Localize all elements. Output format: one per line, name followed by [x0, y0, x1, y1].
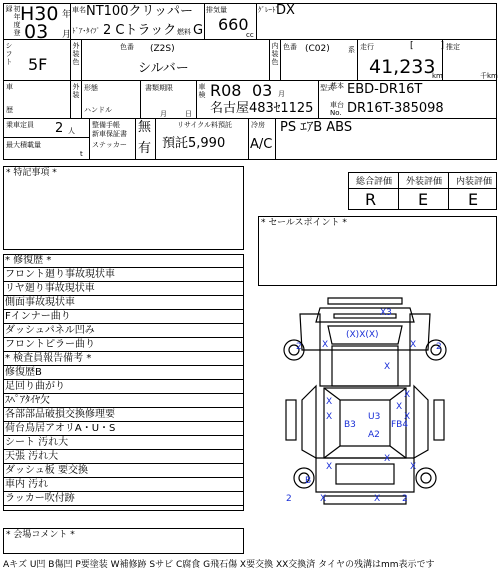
left-bed-side: [302, 386, 316, 458]
kei-label: 系: [348, 46, 355, 54]
recycle-label: リサイクル料預託: [177, 121, 233, 129]
mark-b3: B3: [344, 420, 356, 430]
int-color-code: (C02): [305, 44, 330, 54]
mark-2-fl: 2: [296, 342, 302, 352]
month-unit: 月: [62, 30, 72, 40]
mark-x-br: X: [374, 494, 381, 504]
rireki-label: 歴: [6, 106, 13, 114]
cab-front: [316, 308, 414, 322]
shosyorui-day: 日: [185, 110, 192, 118]
mark-xx-front: (X)X(X): [346, 330, 379, 340]
carname: NT100クリッパー: [86, 4, 193, 19]
exterior-label-r3: 外装: [72, 83, 80, 99]
tokki-box: [3, 166, 244, 250]
year-unit: 年: [62, 10, 72, 20]
history-item: リヤ廻り事故現状車: [3, 282, 243, 296]
estimate-label: 推定: [446, 43, 460, 51]
mileage-value: 41,233: [369, 56, 436, 78]
history-item: ダッシュパネル凹み: [3, 324, 243, 338]
mark-u3: U3: [368, 412, 381, 422]
overall-grade: R: [365, 190, 377, 209]
report-item: 足回り曲がり: [3, 380, 243, 394]
color-code-label: 色番: [120, 43, 134, 51]
report-item: 修復歴B: [3, 366, 243, 380]
report-item: 各部部品破損交換修理要: [3, 408, 243, 422]
shaken-month: 03: [252, 81, 273, 100]
type-label: 型式: [320, 84, 334, 92]
plate-number: 名古屋483ｾ1125: [210, 101, 314, 116]
shift-value: 5F: [28, 55, 48, 74]
exterior-grade: E: [418, 190, 429, 209]
displacement: 660: [218, 15, 249, 34]
mark-x-l1: X: [322, 340, 329, 350]
mark-fb4: FB4: [391, 420, 409, 430]
km-unit: km: [432, 72, 443, 80]
seibi-value: 無: [138, 120, 152, 135]
color-code: (Z2S): [150, 44, 175, 54]
shaken-month-unit: 月: [278, 90, 285, 98]
shift-label: シフト: [5, 42, 13, 66]
chassis-number: DR16T-385098: [347, 101, 444, 116]
report-item: ラッカー吹付跡: [3, 492, 243, 506]
seibi-label: 整備手帳: [92, 121, 120, 129]
fuel-label: 燃料: [177, 28, 191, 36]
mileage-bracket: [ ]: [410, 41, 445, 51]
capacity-unit: 人: [68, 127, 75, 135]
history-item: Fインナー曲り: [3, 310, 243, 324]
grade-value: DX: [276, 3, 295, 18]
mark-x-l2: X: [326, 397, 333, 407]
chassis-label: 車台No.: [330, 101, 344, 117]
year-value: H30: [20, 3, 59, 25]
katachi-label: 形態: [84, 84, 98, 92]
door-type: 2 Cトラック: [103, 23, 177, 38]
mark-x-bl: X: [320, 494, 327, 504]
sales-title: * セールスポイント *: [261, 218, 347, 228]
shosyorui-label: 書類期限: [145, 84, 173, 92]
exterior-grade-label: 外装評価: [406, 177, 443, 187]
kihon-label: 基本: [330, 82, 344, 90]
tokki-title: * 特記事項 *: [6, 168, 57, 178]
mark-2-rl: 2: [286, 494, 292, 504]
history-item: 側面事故現状車: [3, 296, 243, 310]
thousand-km-unit: 千km: [480, 72, 498, 80]
carname-label: 車名: [72, 6, 86, 14]
shaken-label: 車検: [198, 83, 206, 99]
rear-bumper: [324, 496, 406, 504]
mark-x-r1: X: [410, 340, 417, 350]
sticker-label: ステッカー: [92, 141, 127, 149]
report-item: ダッシュ板 要交換: [3, 464, 243, 478]
mark-2-rr: 2: [402, 494, 408, 504]
displacement-label: 排気量: [206, 6, 227, 14]
capacity-label: 乗車定員: [6, 121, 34, 129]
int-color-label: 色番: [283, 43, 297, 51]
report-item: 天張 汚れ大: [3, 450, 243, 464]
equipment-list: PS ｴｱB ABS: [280, 120, 353, 135]
exterior-color-label: 外装色: [72, 42, 80, 66]
hosho-label: 新車保証書: [92, 130, 127, 138]
interior-grade: E: [468, 190, 479, 209]
mark-x-rear: X: [384, 454, 391, 464]
mark-x-l3: X: [326, 412, 333, 422]
interior-grade-label: 内装評価: [456, 177, 493, 187]
report-item: 車内 汚れ: [3, 478, 243, 492]
shodo-label: 初年度登録: [5, 5, 21, 37]
mark-a2: A2: [368, 430, 380, 440]
sticker-value: 有: [138, 141, 152, 156]
report-item: シート 汚れ大: [3, 436, 243, 450]
mileage-label: 走行: [360, 43, 374, 51]
capacity-value: 2: [55, 121, 64, 136]
report-item: 荷台鳥居アオリA・U・S: [3, 422, 243, 436]
mark-2-fr: 2: [436, 342, 442, 352]
mark-x-mid: X: [384, 362, 391, 372]
history-item: フロントピラー曲り: [3, 338, 243, 352]
model-code: EBD-DR16T: [347, 82, 423, 97]
mark-x-rr: X: [410, 462, 417, 472]
shaken-value: R08: [210, 81, 242, 100]
right-bed-side: [414, 386, 428, 458]
maxload-unit: t: [80, 150, 83, 158]
aircon-label: 冷房: [251, 121, 265, 129]
aircon-value: A/C: [250, 137, 273, 152]
mark-x-r3: X: [396, 402, 403, 412]
month-value: 03: [24, 21, 49, 43]
handle-label: ハンドル: [84, 106, 112, 114]
report-item: ｽﾍﾟｱﾀｲﾔ欠: [3, 394, 243, 408]
mark-x-r2: X: [404, 390, 411, 400]
door-label: ﾄﾞｱ･ﾀｲﾌﾟ: [72, 27, 100, 35]
history-title: * 修復歴 *: [3, 254, 243, 268]
fuel-value: G: [193, 23, 204, 38]
legend: Aキズ U凹 B傷凹 P要塗装 W補修跡 Sサビ C腐食 G飛石傷 X要交換 XX交換済 タイヤの残溝はmm表示です: [3, 560, 435, 570]
overall-grade-label: 総合評価: [356, 177, 393, 187]
recycle-value: 預託5,990: [162, 136, 226, 151]
front-bumper: [328, 298, 402, 304]
cc-unit: cc: [246, 31, 254, 39]
shosyorui-month: 月: [160, 110, 167, 118]
grade-label: ｸﾞﾚｰﾄﾞ: [258, 6, 279, 14]
car-diagram: [280, 290, 450, 522]
report-title: * 検査員報告備考 *: [3, 352, 243, 366]
interior-color-label: 内装色: [271, 42, 279, 66]
history-item: フロント廻り事故現状車: [3, 268, 243, 282]
mark-x3: X3: [380, 308, 392, 318]
car-label: 車: [6, 83, 13, 91]
maxload-label: 最大積載量: [6, 141, 41, 149]
mark-x-r4: X: [404, 412, 411, 422]
wheel-rr: [416, 468, 436, 488]
color-name: シルバー: [138, 61, 189, 76]
mark-x-rl: X: [326, 462, 333, 472]
comment-title: * 会場コメント *: [6, 530, 75, 540]
mark-b-rl: B: [305, 476, 312, 486]
